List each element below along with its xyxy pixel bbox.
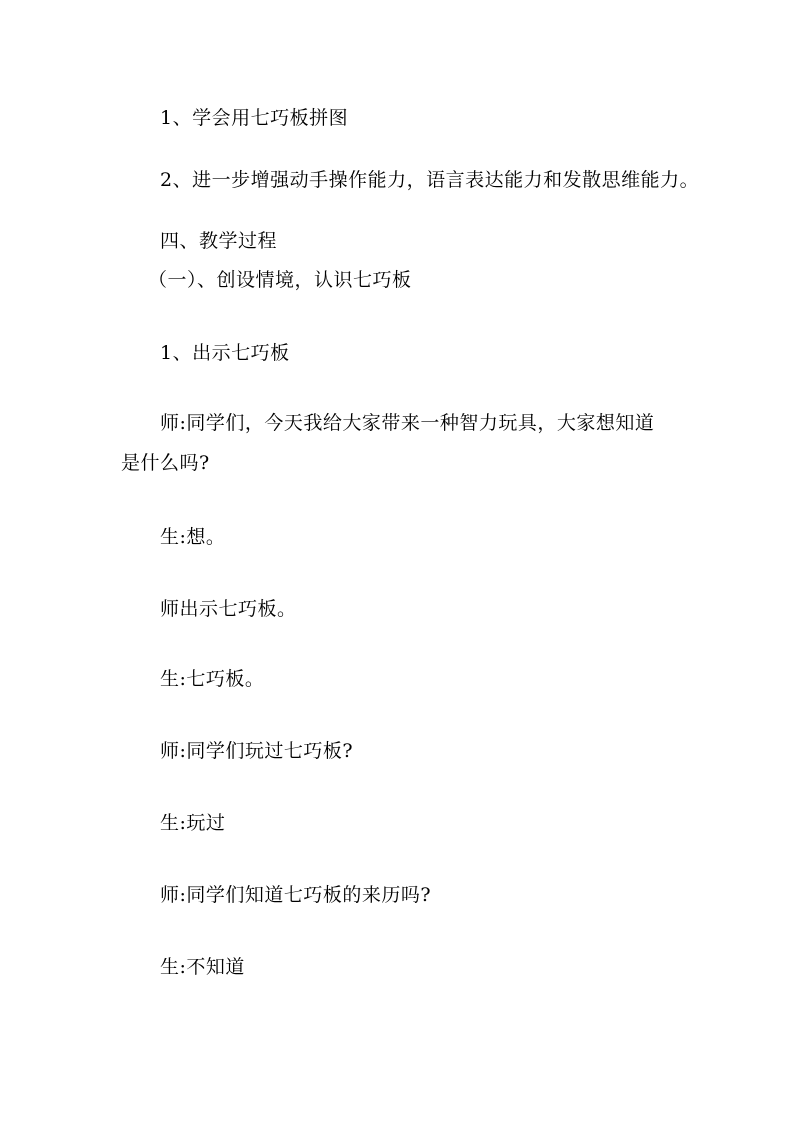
dialogue-line: 是什么吗? — [121, 452, 210, 474]
dialogue-line: 师:同学们玩过七巧板? — [160, 740, 354, 762]
dialogue-line: 师出示七巧板。 — [160, 598, 297, 620]
step-heading: 1、出示七巧板 — [160, 342, 290, 364]
objective-1: 1、学会用七巧板拼图 — [160, 107, 349, 129]
objective-2: 2、进一步增强动手操作能力，语言表达能力和发散思维能力。 — [160, 169, 700, 191]
dialogue-line: 生:玩过 — [160, 812, 226, 834]
dialogue-line: 师:同学们，今天我给大家带来一种智力玩具，大家想知道 — [160, 412, 655, 434]
subsection-heading: （一）、创设情境，认识七巧板 — [148, 269, 412, 291]
dialogue-line: 生:想。 — [160, 526, 226, 548]
dialogue-line: 生:七巧板。 — [160, 668, 265, 690]
section-heading: 四、教学过程 — [160, 230, 278, 252]
dialogue-line: 生:不知道 — [160, 956, 245, 978]
dialogue-line: 师:同学们知道七巧板的来历吗? — [160, 884, 432, 906]
